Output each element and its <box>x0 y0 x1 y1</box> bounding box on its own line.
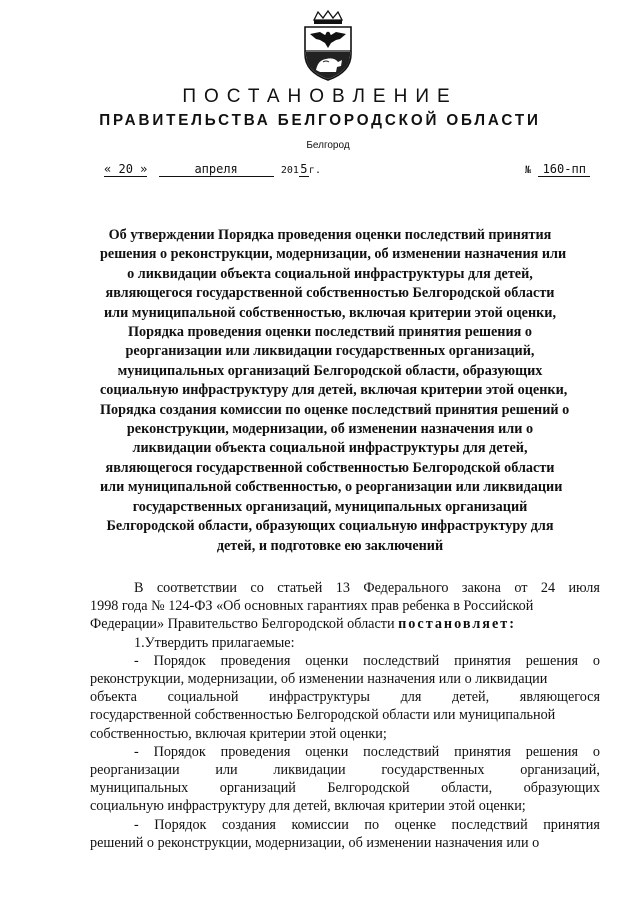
body-word: государственных <box>381 762 485 779</box>
body-word: оценки <box>305 743 349 760</box>
body-word: инфраструктуры <box>269 689 370 706</box>
document-date <box>104 162 321 177</box>
body-line: социальную инфраструктуру для детей, включая критерии этой оценки; <box>90 798 526 815</box>
body-word: принятия <box>543 816 600 833</box>
body-word: организаций <box>219 780 296 797</box>
close-quote: » <box>140 162 148 176</box>
title-line: реконструкции, модернизации, об изменении назначения или о <box>126 421 534 438</box>
body-word: июля <box>568 580 600 596</box>
body-line <box>90 652 600 670</box>
body-word: - <box>134 652 139 669</box>
body-word: области, <box>441 780 493 797</box>
date-year-suffix: 5 <box>300 162 308 176</box>
issuing-authority: ПРАВИТЕЛЬСТВА БЕЛГОРОДСКОЙ ОБЛАСТИ <box>99 112 541 129</box>
body-word: Порядок <box>153 652 206 669</box>
title-line: являющегося государственной собственностью Белгородской области <box>105 285 555 302</box>
body-word: закона <box>461 580 501 596</box>
date-year-prefix: 201 <box>280 165 299 176</box>
body-line: решений о реконструкции, модернизации, об изменении назначения или о <box>90 834 540 851</box>
body-word: последствий <box>451 816 528 833</box>
title-line: Об утверждении Порядка проведения оценки последствий принятия <box>108 227 552 243</box>
document-title <box>100 226 570 556</box>
body-text: Федерации» Правительство Белгородской области <box>90 616 399 633</box>
body-line: собственностью, включая критерии этой оценки; <box>90 725 387 742</box>
body-word: по <box>364 816 380 833</box>
body-line <box>90 779 600 797</box>
body-word: Порядок <box>153 743 206 760</box>
body-word: социальной <box>167 689 239 706</box>
body-word: от <box>514 580 528 596</box>
item-1: 1.Утвердить прилагаемые: <box>134 634 295 651</box>
number-value: 160-пп <box>538 162 590 177</box>
body-line <box>90 743 600 761</box>
body-word: решения <box>525 743 579 760</box>
title-line: реорганизации или ликвидации государственных организаций, <box>125 343 535 360</box>
body-word: детей, <box>452 689 490 706</box>
body-word: проведения <box>220 652 291 669</box>
body-word: комиссии <box>291 816 349 833</box>
title-line: или муниципальной собственностью, о реорганизации или ликвидации <box>100 479 563 496</box>
date-year-end: г. <box>308 165 321 176</box>
body-line <box>90 579 600 597</box>
title-line: Порядка проведения оценки последствий принятия решения о <box>128 324 532 341</box>
title-line: ликвидации объекта социальной инфраструктуры для детей, <box>132 440 528 457</box>
body-line <box>90 761 600 779</box>
body-word: образующих <box>523 780 600 797</box>
body-word: 24 <box>540 580 556 596</box>
body-word: проведения <box>220 743 291 760</box>
document-body <box>90 579 600 852</box>
title-line: детей, и подготовке ею заключений <box>216 537 444 554</box>
body-word: о <box>592 743 600 760</box>
body-word: являющегося <box>519 689 600 706</box>
title-line: социальную инфраструктуру для детей, включая критерии этой оценки, <box>100 382 568 399</box>
body-word: принятия <box>454 652 511 669</box>
body-word: соответствии <box>156 580 238 596</box>
title-line: решения о реконструкции, модернизации, об изменении назначения или <box>100 246 567 263</box>
title-line: Белгородской области, образующих социальную инфраструктуру для <box>106 518 554 535</box>
body-word: Федерального <box>363 580 449 596</box>
body-word: муниципальных <box>90 780 189 797</box>
document-type: ПОСТАНОВЛЕНИЕ <box>182 86 458 107</box>
open-quote: « <box>104 162 112 176</box>
body-word: создания <box>221 816 276 833</box>
date-month: апреля <box>159 162 274 177</box>
body-word: оценки <box>305 652 349 669</box>
title-line: муниципальных организаций Белгородской области, образующих <box>117 362 543 379</box>
body-line: 1998 года № 124-ФЗ «Об основных гарантиях прав ребенка в Российской <box>90 598 534 615</box>
body-word: реорганизации <box>90 762 180 779</box>
body-word: о <box>592 652 600 669</box>
date-day: 20 <box>118 162 133 176</box>
resolution-verb: постановляет: <box>398 616 516 633</box>
body-word: ликвидации <box>273 762 346 779</box>
body-word: организаций, <box>520 762 600 779</box>
body-word: - <box>134 743 139 760</box>
document-number <box>525 162 590 177</box>
body-word: В <box>134 580 144 596</box>
body-line <box>90 688 600 706</box>
body-word: объекта <box>90 689 137 706</box>
body-word: оценке <box>394 816 436 833</box>
body-word: принятия <box>454 743 511 760</box>
title-line: о ликвидации объекта социальной инфраструктуры для детей, <box>127 265 533 282</box>
title-line: или муниципальной собственностью, включая критерии этой оценки, <box>103 304 557 321</box>
body-word: решения <box>525 652 579 669</box>
body-word: 13 <box>335 580 350 596</box>
title-line: Порядка создания комиссии по оценке последствий принятия решений о <box>100 401 570 418</box>
body-line: государственной собственностью Белгородской области или муниципальной <box>90 707 556 724</box>
body-word: Белгородской <box>327 780 410 797</box>
body-line <box>90 615 600 633</box>
body-word: со <box>250 580 264 596</box>
body-line <box>90 816 600 834</box>
body-word: для <box>400 689 422 706</box>
city-name: Белгород <box>306 140 350 151</box>
body-word: - <box>134 816 139 833</box>
body-word: последствий <box>363 652 440 669</box>
body-word: статьей <box>277 580 323 596</box>
belgorod-coat-of-arms-icon <box>300 10 356 82</box>
title-line: государственных организаций, муниципальных организаций <box>132 498 528 515</box>
number-label: № <box>525 165 532 176</box>
title-line: являющегося государственной собственностью Белгородской области <box>105 459 555 476</box>
body-line: реконструкции, модернизации, об изменении назначения или о ликвидации <box>90 671 548 688</box>
body-word: последствий <box>363 743 440 760</box>
body-word: или <box>215 762 238 779</box>
body-word: Порядок <box>154 816 207 833</box>
